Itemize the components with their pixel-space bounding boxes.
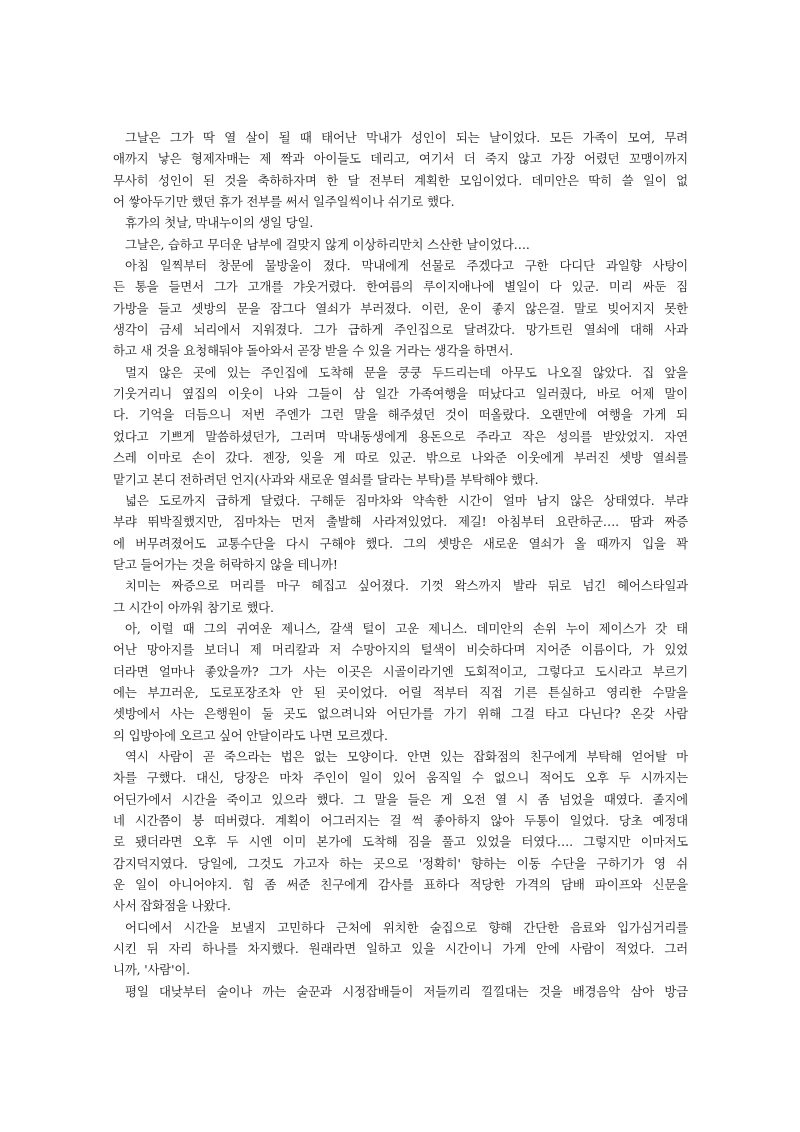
- text-line: 다. 기억을 더듬으니 저번 주엔가 그런 말을 해주셨던 것이 떠올랐다. 오랜만에 여행을 가게 되: [113, 407, 688, 423]
- text-line: 에 버무려졌어도 교통수단을 다시 구해야 했다. 그의 셋방은 새로운 열쇠가 올 때까지 입을 꽉: [113, 535, 688, 551]
- text-line: 기웃거리니 옆집의 이웃이 나와 그들이 삼 일간 가족여행을 떠났다고 일러줬다, 바로 어제 말이: [113, 386, 688, 402]
- text-line: 어딘가에서 시간을 죽이고 있으라 했다. 그 말을 들은 게 오전 열 시 좀 넘었을 때였다. 졸지에: [113, 791, 688, 807]
- text-line: 휴가의 첫날, 막내누이의 생일 당일.: [125, 215, 314, 231]
- text-line: 멀지 않은 곳에 있는 주인집에 도착해 문을 쿵쿵 두드리는데 아무도 나오질 않았다. 집 앞을: [125, 364, 688, 380]
- text-line: 든 통을 들면서 그가 고개를 갸웃거렸다. 한여름의 루이지애나에 별일이 다 있군. 미리 싸둔 짐: [113, 279, 688, 295]
- text-line: 그날은, 습하고 무더운 남부에 걸맞지 않게 이상하리만치 스산한 날이었다….: [125, 236, 530, 252]
- text-line: 부랴 뛰박질했지만, 짐마차는 먼저 출발해 사라져있었다. 제길! 아침부터 요란하군…. 땀과 짜증: [113, 514, 688, 530]
- text-line: 생각이 금세 뇌리에서 지워졌다. 그가 급하게 주인집으로 달려갔다. 망가트린 열쇠에 대해 사과: [113, 322, 688, 338]
- text-line: 넓은 도로까지 급하게 달렸다. 구해둔 짐마차와 약속한 시간이 얼마 남지 않은 상태였다. 부랴: [125, 492, 688, 508]
- text-line: 역시 사람이 곧 죽으라는 법은 없는 모양이다. 안면 있는 잡화점의 친구에게 부탁해 얻어탈 마: [125, 748, 688, 764]
- text-line: 시킨 뒤 자리 하나를 차지했다. 원래라면 일하고 있을 시간이니 가게 안에 사람이 적었다. 그러: [113, 941, 688, 957]
- text-line: 의 입방아에 오르고 싶어 안달이라도 나면 모르겠다.: [113, 727, 388, 743]
- text-line: 더라면 얼마나 좋았을까? 그가 사는 이곳은 시골이라기엔 도회적이고, 그렇다고 도시라고 부르기: [113, 663, 688, 679]
- text-line: 아, 이럴 때 그의 귀여운 제니스, 갈색 털이 고운 제니스. 데미안의 손위 누이 제이스가 갓 태: [125, 620, 688, 636]
- text-line: 운 일이 아니어야지. 힘 좀 써준 친구에게 감사를 표하다 적당한 가격의 담배 파이프와 신문을: [113, 877, 688, 893]
- text-line: 아침 일찍부터 창문에 물방울이 졌다. 막내에게 선물로 주겠다고 구한 다디단 과일향 사탕이: [125, 258, 688, 274]
- text-line: 어디에서 시간을 보낼지 고민하다 근처에 위치한 술집으로 향해 간단한 음료와 입가심거리를: [125, 919, 688, 935]
- text-line: 셋방에서 사는 은행원이 둘 곳도 없으려니와 어딘가를 가기 위해 그걸 타고 다닌다? 온갖 사람: [113, 706, 688, 722]
- text-line: 닫고 들어가는 것을 허락하지 않을 테니까!: [113, 556, 338, 572]
- text-line: 니까, '사람'이.: [113, 962, 190, 978]
- text-line: 네 시간쯤이 붕 떠버렸다. 계획이 어그러지는 걸 썩 좋아하지 않아 두통이 일었다. 당초 예정대: [113, 813, 688, 828]
- text-line: 어난 망아지를 보더니 제 머리칼과 저 수망아지의 털색이 비슷하다며 지어준 이름이다, 가 있었: [113, 642, 688, 658]
- text-line: 무사히 성인이 된 것을 축하하자며 한 달 전부터 계획한 모임이었다. 데미안은 딱히 쓸 일이 없: [113, 172, 688, 188]
- text-line: 어 쌓아두기만 했던 휴가 전부를 써서 일주일씩이나 쉬기로 했다.: [113, 194, 455, 210]
- text-line: 애까지 낳은 형제자매는 제 짝과 아이들도 데리고, 여기서 더 죽지 않고 가장 어렸던 꼬맹이까지: [113, 151, 688, 167]
- text-line: 차를 구했다. 대신, 당장은 마차 주인이 일이 있어 움직일 수 없으니 적어도 오후 두 시까지는: [113, 770, 688, 786]
- text-line: 에는 부끄러운, 도로포장조차 안 된 곳이었다. 어릴 적부터 직접 기른 튼실하고 영리한 수말을: [113, 684, 688, 700]
- text-line: 었다고 기쁘게 말씀하셨던가, 그러며 막내동생에게 용돈으로 주라고 작은 성의를 받았었지. 자연: [113, 428, 688, 444]
- text-line: 하고 새 것을 요청해둬야 돌아와서 곧장 받을 수 있을 거라는 생각을 하면서.: [113, 343, 514, 359]
- text-line: 가방을 들고 셋방의 문을 잠그다 열쇠가 부러졌다. 이런, 운이 좋지 않은걸. 말로 빚어지지 못한: [113, 300, 688, 316]
- text-line: 평일 대낮부터 술이나 까는 술꾼과 시정잡배들이 저들끼리 낄낄대는 것을 배경음악 삼아 방금: [125, 983, 688, 999]
- text-line: 로 됐더라면 오후 두 시엔 이미 본가에 도착해 짐을 풀고 있었을 터였다…. 그렇지만 이마저도: [113, 834, 688, 850]
- text-line: 치미는 짜증으로 머리를 마구 헤집고 싶어졌다. 기껏 왁스까지 발라 뒤로 넘긴 헤어스타일과: [125, 578, 688, 594]
- text-line: 스레 이마로 손이 갔다. 젠장, 잊을 게 따로 있군. 밖으로 나와준 이웃에게 부러진 셋방 열쇠를: [113, 450, 688, 466]
- text-line: 감지덕지였다. 당일에, 그것도 가고자 하는 곳으로 '정확히' 향하는 이동 수단을 구하기가 영 쉬: [113, 855, 688, 871]
- text-line: 맡기고 본디 전하려던 언지(사과와 새로운 열쇠를 달라는 부탁)를 부탁해야 했다.: [113, 471, 539, 487]
- text-line: 사서 잡화점을 나왔다.: [113, 898, 231, 914]
- body-text: [113, 127, 688, 1002]
- text-line: 그날은 그가 딱 열 살이 될 때 태어난 막내가 성인이 되는 날이었다. 모든 가족이 모여, 무려: [125, 130, 688, 145]
- text-line: 그 시간이 아까워 참기로 했다.: [113, 599, 274, 615]
